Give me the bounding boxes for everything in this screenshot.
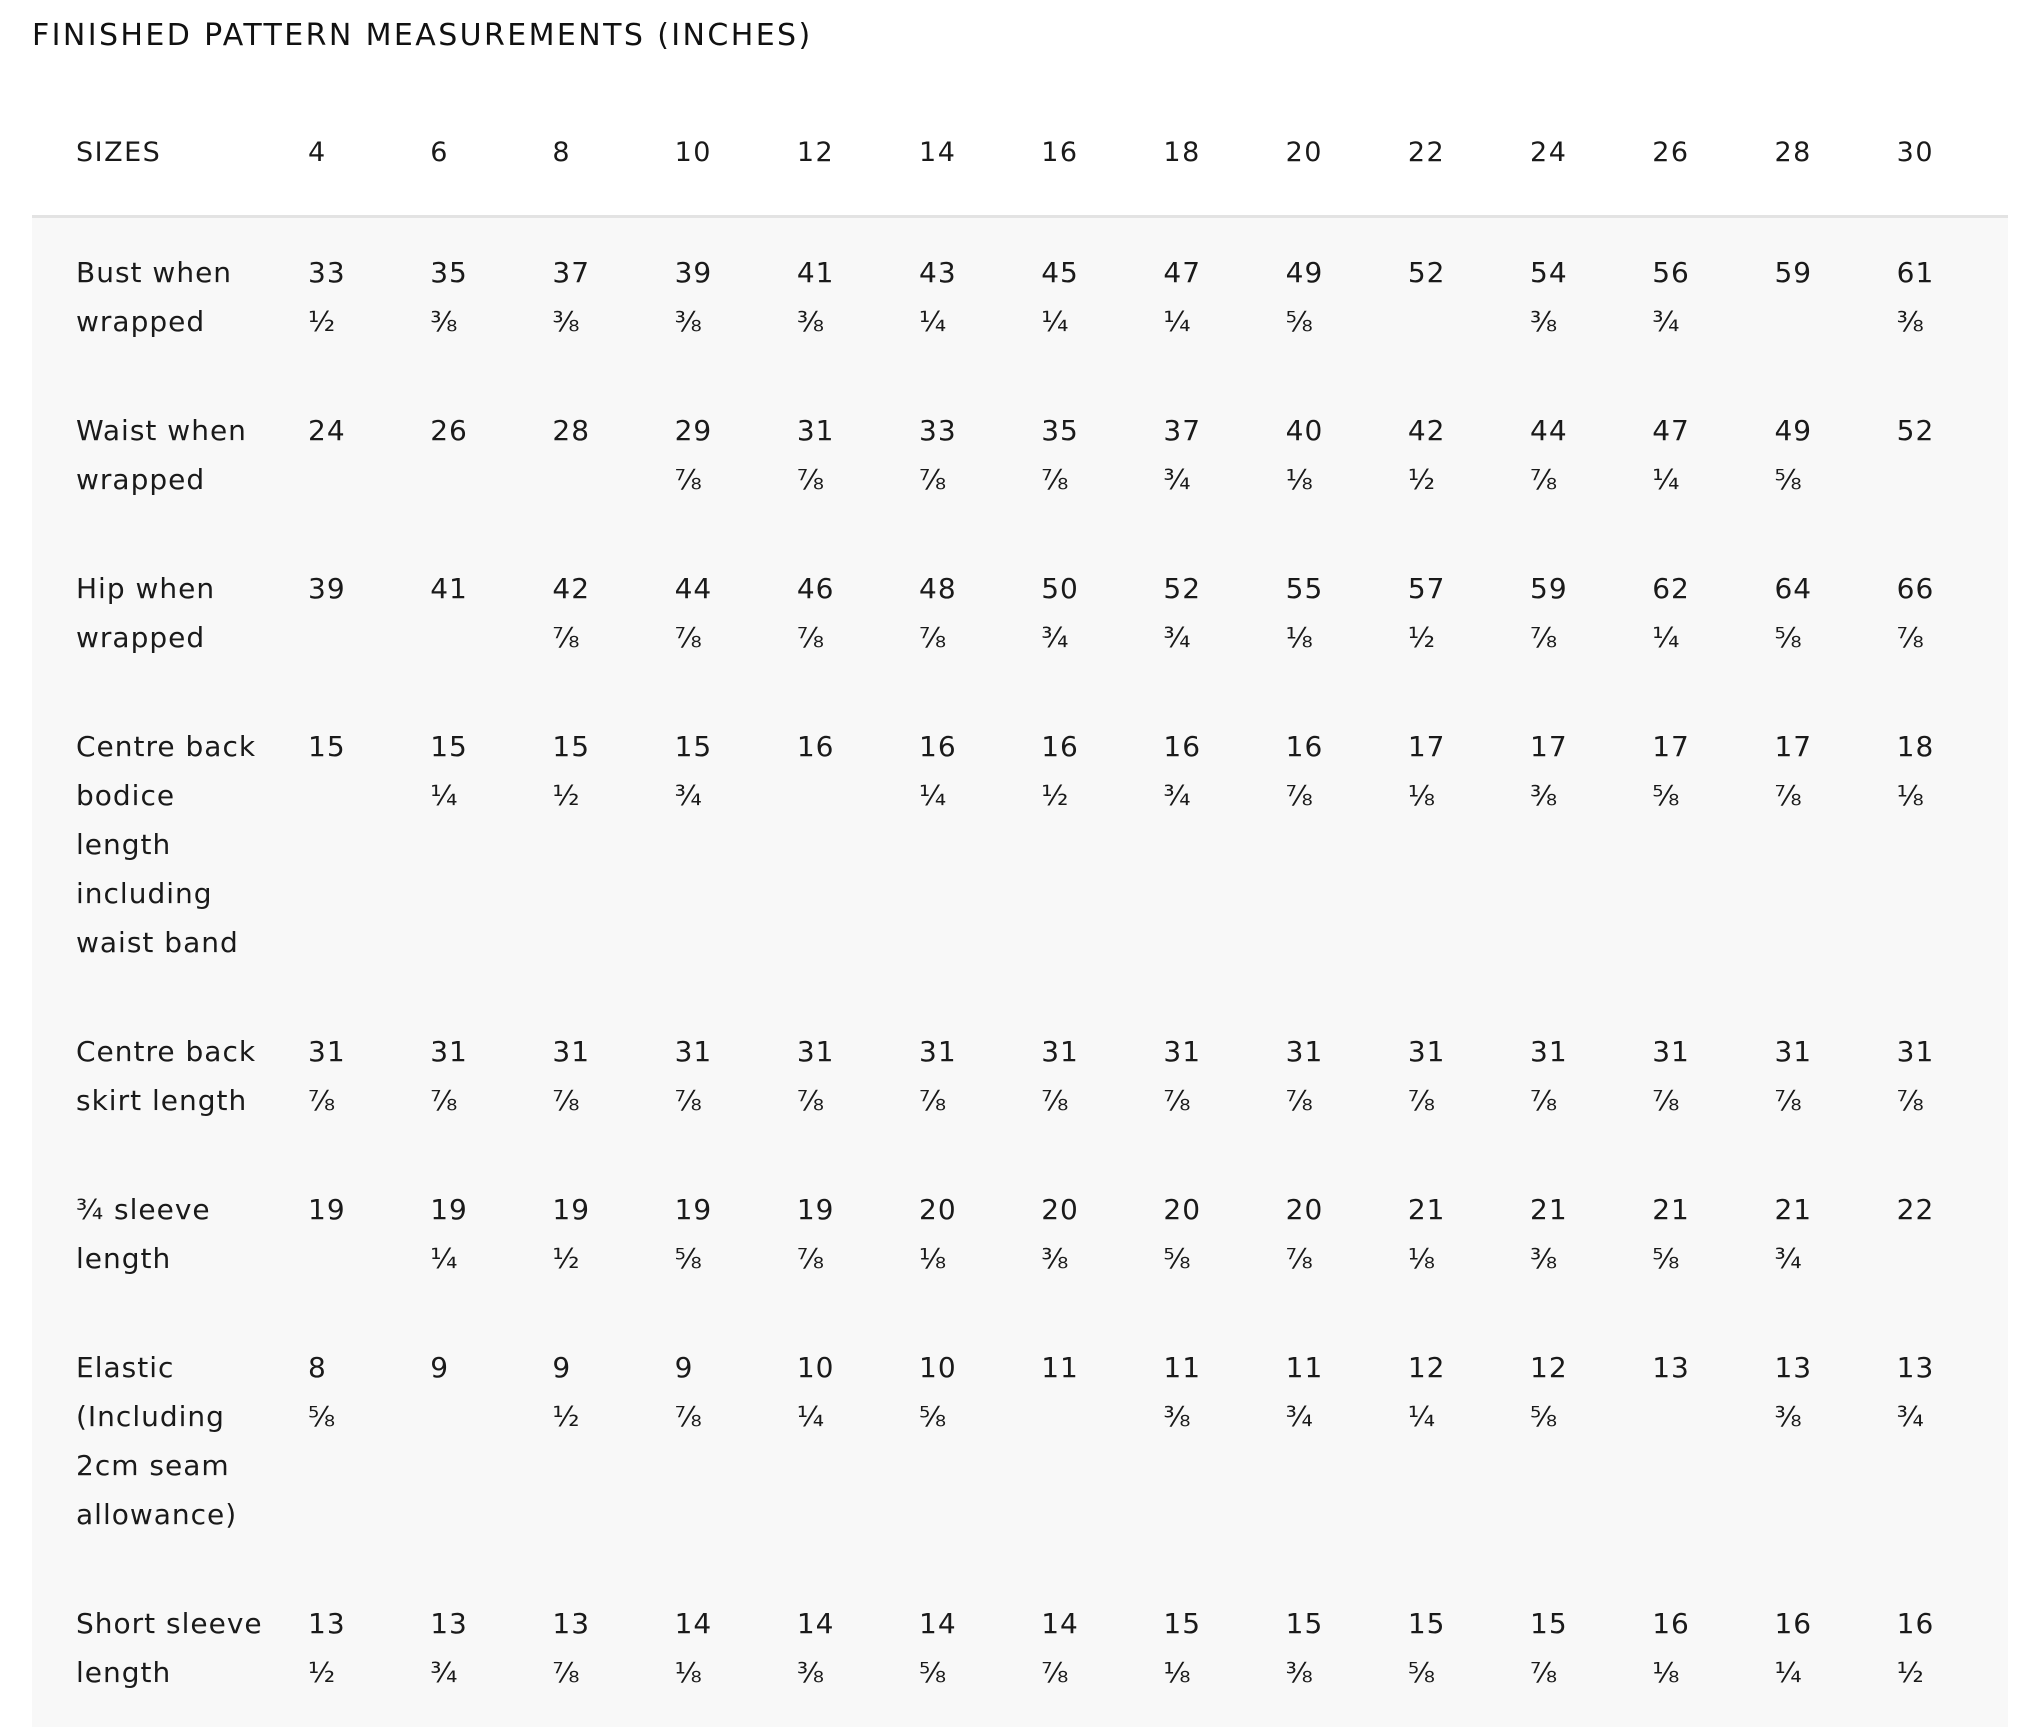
measurements-table (32, 90, 2008, 1727)
table-row (32, 997, 2008, 1155)
measurement-cell: 11 ⅜ (1152, 1313, 1274, 1569)
measurement-cell: 17 ⅜ (1519, 692, 1641, 997)
measurement-cell: 45 ¼ (1030, 217, 1152, 377)
measurement-cell: 37 ⅜ (541, 217, 663, 377)
size-header: 14 (908, 90, 1030, 217)
measurement-cell: 15 ⅝ (1397, 1569, 1519, 1727)
measurement-cell: 16 ⅛ (1641, 1569, 1763, 1727)
measurement-cell: 20 ⅛ (908, 1155, 1030, 1313)
size-header: 12 (786, 90, 908, 217)
table-row (32, 692, 2008, 997)
measurement-cell: 31 ⅞ (297, 997, 419, 1155)
measurement-cell: 14 ⅜ (786, 1569, 908, 1727)
measurement-cell: 9 ½ (541, 1313, 663, 1569)
measurement-cell: 31 ⅞ (786, 376, 908, 534)
table-row (32, 1313, 2008, 1569)
measurement-cell: 54 ⅜ (1519, 217, 1641, 377)
row-label: Bust when wrapped (32, 217, 297, 377)
measurement-cell: 14 ⅞ (1030, 1569, 1152, 1727)
measurement-cell: 26 (419, 376, 541, 534)
table-row (32, 1569, 2008, 1727)
size-header: 4 (297, 90, 419, 217)
measurement-cell: 11 ¾ (1275, 1313, 1397, 1569)
measurement-cell: 9 (419, 1313, 541, 1569)
measurement-cell: 21 ⅛ (1397, 1155, 1519, 1313)
measurement-cell: 15 ½ (541, 692, 663, 997)
measurement-cell: 66 ⅞ (1886, 534, 2008, 692)
size-header: 22 (1397, 90, 1519, 217)
measurement-cell: 13 (1641, 1313, 1763, 1569)
header-row (32, 90, 2008, 217)
size-header: 16 (1030, 90, 1152, 217)
measurement-cell: 59 ⅞ (1519, 534, 1641, 692)
measurement-cell: 47 ¼ (1641, 376, 1763, 534)
measurement-cell: 15 ¼ (419, 692, 541, 997)
measurement-cell: 19 ⅝ (664, 1155, 786, 1313)
row-label: Elastic (Including 2cm seam allowance) (32, 1313, 297, 1569)
measurement-cell: 9 ⅞ (664, 1313, 786, 1569)
measurement-cell: 31 ⅞ (1030, 997, 1152, 1155)
measurement-cell: 10 ¼ (786, 1313, 908, 1569)
measurement-cell: 21 ¾ (1763, 1155, 1885, 1313)
page-title: FINISHED PATTERN MEASUREMENTS (INCHES) (32, 18, 813, 53)
measurement-cell: 19 (297, 1155, 419, 1313)
size-header: 28 (1763, 90, 1885, 217)
measurement-cell: 16 ¾ (1152, 692, 1274, 997)
measurement-cell: 47 ¼ (1152, 217, 1274, 377)
measurement-cell: 31 ⅞ (1641, 997, 1763, 1155)
size-header: 20 (1275, 90, 1397, 217)
measurement-cell: 42 ½ (1397, 376, 1519, 534)
measurement-cell: 31 ⅞ (908, 997, 1030, 1155)
measurement-cell: 13 ⅞ (541, 1569, 663, 1727)
measurement-cell: 52 (1886, 376, 2008, 534)
measurement-cell: 19 ⅞ (786, 1155, 908, 1313)
measurement-cell: 31 ⅞ (664, 997, 786, 1155)
measurement-cell: 31 ⅞ (1397, 997, 1519, 1155)
table-row (32, 376, 2008, 534)
measurement-cell: 21 ⅜ (1519, 1155, 1641, 1313)
measurement-cell: 50 ¾ (1030, 534, 1152, 692)
measurement-cell: 20 ⅞ (1275, 1155, 1397, 1313)
measurement-cell: 57 ½ (1397, 534, 1519, 692)
table-row (32, 534, 2008, 692)
measurement-cell: 14 ⅝ (908, 1569, 1030, 1727)
measurement-cell: 15 ⅛ (1152, 1569, 1274, 1727)
measurement-cell: 31 ⅞ (1886, 997, 2008, 1155)
measurement-cell: 55 ⅛ (1275, 534, 1397, 692)
measurement-cell: 37 ¾ (1152, 376, 1274, 534)
table-header (32, 90, 2008, 217)
measurement-cell: 24 (297, 376, 419, 534)
measurement-cell: 22 (1886, 1155, 2008, 1313)
measurement-cell: 35 ⅜ (419, 217, 541, 377)
size-header: 30 (1886, 90, 2008, 217)
measurement-cell: 20 ⅝ (1152, 1155, 1274, 1313)
size-header: 10 (664, 90, 786, 217)
measurement-cell: 15 (297, 692, 419, 997)
measurement-cell: 13 ¾ (419, 1569, 541, 1727)
row-label: Centre back skirt length (32, 997, 297, 1155)
measurement-cell: 49 ⅝ (1763, 376, 1885, 534)
size-header: 18 (1152, 90, 1274, 217)
table-body (32, 217, 2008, 1727)
measurement-cell: 16 ⅞ (1275, 692, 1397, 997)
measurement-cell: 33 ⅞ (908, 376, 1030, 534)
measurement-cell: 8 ⅝ (297, 1313, 419, 1569)
measurement-cell: 15 ¾ (664, 692, 786, 997)
table-row (32, 1155, 2008, 1313)
measurement-cell: 16 ½ (1030, 692, 1152, 997)
measurement-cell: 39 (297, 534, 419, 692)
measurement-cell: 31 ⅞ (1152, 997, 1274, 1155)
measurement-cell: 16 (786, 692, 908, 997)
row-label: Centre back bodice length including waist band (32, 692, 297, 997)
measurement-cell: 31 ⅞ (786, 997, 908, 1155)
measurement-cell: 11 (1030, 1313, 1152, 1569)
row-label: ¾ sleeve length (32, 1155, 297, 1313)
measurement-cell: 43 ¼ (908, 217, 1030, 377)
measurement-cell: 59 (1763, 217, 1885, 377)
measurement-cell: 13 ½ (297, 1569, 419, 1727)
measurement-cell: 49 ⅝ (1275, 217, 1397, 377)
measurement-cell: 56 ¾ (1641, 217, 1763, 377)
measurement-cell: 44 ⅞ (1519, 376, 1641, 534)
size-header: 8 (541, 90, 663, 217)
size-header: 24 (1519, 90, 1641, 217)
measurement-cell: 29 ⅞ (664, 376, 786, 534)
measurement-cell: 41 ⅜ (786, 217, 908, 377)
measurement-cell: 13 ⅜ (1763, 1313, 1885, 1569)
measurement-cell: 52 ¾ (1152, 534, 1274, 692)
measurement-cell: 64 ⅝ (1763, 534, 1885, 692)
measurement-cell: 13 ¾ (1886, 1313, 2008, 1569)
measurement-cell: 17 ⅛ (1397, 692, 1519, 997)
measurement-cell: 21 ⅝ (1641, 1155, 1763, 1313)
measurement-cell: 12 ⅝ (1519, 1313, 1641, 1569)
measurement-cell: 16 ¼ (908, 692, 1030, 997)
measurement-cell: 31 ⅞ (1275, 997, 1397, 1155)
measurement-cell: 28 (541, 376, 663, 534)
measurement-cell: 46 ⅞ (786, 534, 908, 692)
size-header: 26 (1641, 90, 1763, 217)
row-label: Hip when wrapped (32, 534, 297, 692)
measurement-cell: 42 ⅞ (541, 534, 663, 692)
measurement-cell: 31 ⅞ (419, 997, 541, 1155)
measurement-cell: 14 ⅛ (664, 1569, 786, 1727)
measurement-cell: 15 ⅞ (1519, 1569, 1641, 1727)
measurement-cell: 62 ¼ (1641, 534, 1763, 692)
table-row (32, 217, 2008, 377)
measurement-cell: 39 ⅜ (664, 217, 786, 377)
measurement-cell: 61 ⅜ (1886, 217, 2008, 377)
row-label: Short sleeve length (32, 1569, 297, 1727)
measurement-cell: 17 ⅝ (1641, 692, 1763, 997)
measurement-cell: 18 ⅛ (1886, 692, 2008, 997)
measurement-cell: 33 ½ (297, 217, 419, 377)
measurement-cell: 19 ½ (541, 1155, 663, 1313)
measurement-cell: 16 ½ (1886, 1569, 2008, 1727)
measurement-cell: 31 ⅞ (541, 997, 663, 1155)
measurement-cell: 12 ¼ (1397, 1313, 1519, 1569)
measurement-cell: 44 ⅞ (664, 534, 786, 692)
measurement-cell: 52 (1397, 217, 1519, 377)
measurement-cell: 48 ⅞ (908, 534, 1030, 692)
measurement-cell: 31 ⅞ (1519, 997, 1641, 1155)
measurement-cell: 17 ⅞ (1763, 692, 1885, 997)
measurement-cell: 41 (419, 534, 541, 692)
measurement-cell: 35 ⅞ (1030, 376, 1152, 534)
measurement-cell: 31 ⅞ (1763, 997, 1885, 1155)
measurement-cell: 10 ⅝ (908, 1313, 1030, 1569)
measurement-cell: 19 ¼ (419, 1155, 541, 1313)
size-header: 6 (419, 90, 541, 217)
row-label: Waist when wrapped (32, 376, 297, 534)
measurement-cell: 20 ⅜ (1030, 1155, 1152, 1313)
measurement-cell: 40 ⅛ (1275, 376, 1397, 534)
sizes-header-label: SIZES (32, 90, 297, 217)
measurement-cell: 16 ¼ (1763, 1569, 1885, 1727)
measurement-cell: 15 ⅜ (1275, 1569, 1397, 1727)
